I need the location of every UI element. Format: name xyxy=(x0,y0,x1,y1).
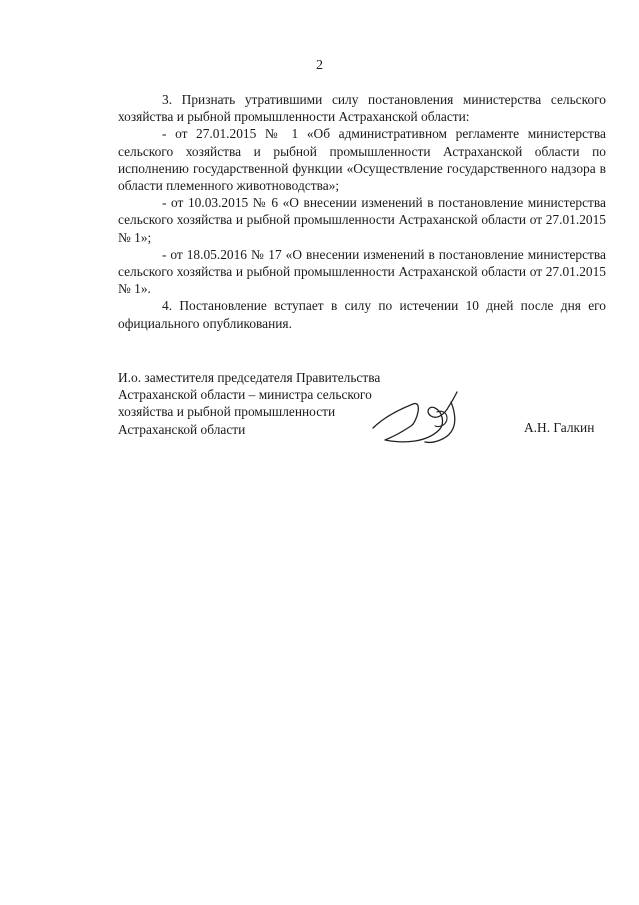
signatory-position-line: Астраханской области xyxy=(118,421,246,437)
signatory-position-line: Астраханской области – министра сельского xyxy=(118,387,372,403)
paragraph-item-3: 3. Признать утратившими силу постановления министерства сельского хозяйства и рыбной промышленности Астраханской области: xyxy=(118,92,606,125)
document-body xyxy=(118,91,606,332)
paragraph-item-4: 4. Постановление вступает в силу по истечении 10 дней после дня его официального опубликования. xyxy=(118,298,606,331)
paragraph-repeal-item-3: - от 18.05.2016 № 17 «О внесении изменений в постановление министерства сельского хозяйства и рыбной промышленности Астраханской области от 27.01.2015 № 1». xyxy=(118,246,606,297)
handwritten-signature-icon xyxy=(365,382,485,452)
page-number: 2 xyxy=(316,58,323,73)
paragraph-repeal-item-1: - от 27.01.2015 № 1 «Об административном регламенте министерства сельского хозяйства и рыбной промышленности Астраханской области по исполнению государственной функции «Осуществление государственного надзора в области племенного животноводства»; xyxy=(118,126,606,194)
signatory-position-line: хозяйства и рыбной промышленности xyxy=(118,404,336,420)
signatory-name: А.Н. Галкин xyxy=(524,420,595,435)
signatory-position-line: И.о. заместителя председателя Правительства xyxy=(118,370,381,385)
paragraph-repeal-item-2: - от 10.03.2015 № 6 «О внесении изменений в постановление министерства сельского хозяйства и рыбной промышленности Астраханской области от 27.01.2015 № 1»; xyxy=(118,195,606,245)
